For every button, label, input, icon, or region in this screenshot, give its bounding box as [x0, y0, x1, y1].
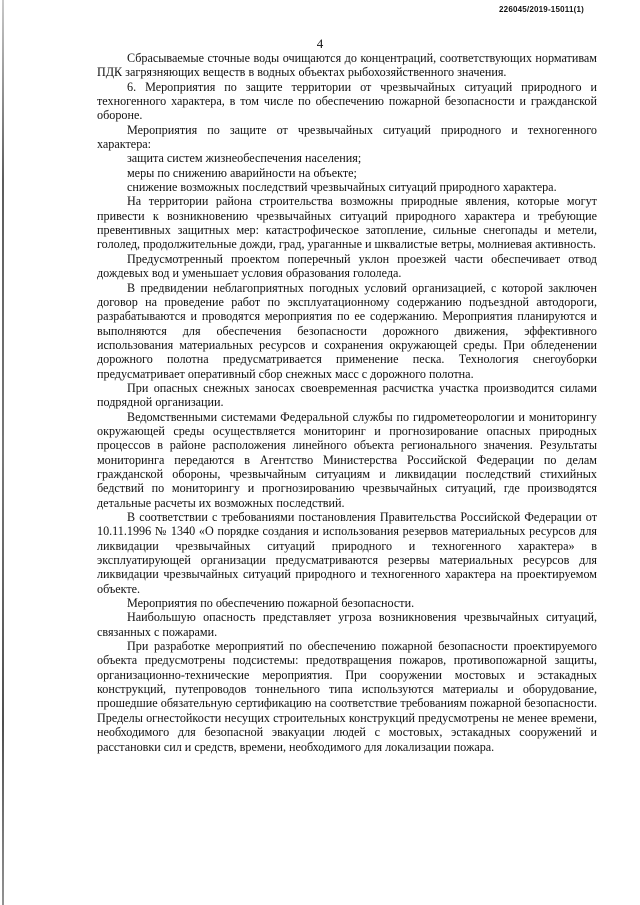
paragraph-snow-clearing: При опасных снежных заносах своевременная расчистка участка производится силами подрядной организации. — [97, 380, 597, 410]
paragraph-natural-hazards: На территории района строительства возможны природные явления, которые могут привести к возникновению чрезвычайных ситуаций природного характера и требующие превентивных защитных мер: катастрофическое затопление, сильные снегопады и метели, гололед, продолжительные дожди, град, ураганные и шквалистые ветры, молниевая активность. — [97, 194, 597, 252]
paragraph-measures-intro: Мероприятия по защите от чрезвычайных ситуаций природного и техногенного характера: — [97, 122, 597, 152]
list-item: меры по снижению аварийности на объекте; — [127, 165, 357, 180]
list-item: защита систем жизнеобеспечения населения; — [127, 151, 362, 166]
paragraph-wastewater: Сбрасываемые сточные воды очищаются до концентраций, соответствующих нормативам ПДК загрязняющих веществ в водных объектах рыбохозяйственного значения. — [97, 51, 597, 80]
section-heading-fire-safety: Мероприятия по обеспечению пожарной безопасности. — [127, 596, 415, 611]
document-body — [97, 51, 597, 754]
paragraph-road-maintenance: В предвидении неблагоприятных погодных условий организацией, с которой заключен договор на проведение работ по эксплуатационному содержанию подъездной автодороги, разрабатываются и проводятся мероприятия по ее содержанию. Мероприятия планируются и выполняются для обеспечения безопасности дорожного движения, эффективного использования материальных ресурсов и сохранения окружающей среды. При обледенении дорожного полотна предусматривается применение песка. Технология снегоуборки предусматривает оперативный сбор снежных масс с дорожного полотна. — [97, 280, 597, 381]
paragraph-fire-danger: Наибольшую опасность представляет угроза возникновения чрезвычайных ситуаций, связанных с пожарами. — [97, 610, 597, 639]
page-number: 4 — [316, 36, 324, 51]
paragraph-fire-measures: При разработке мероприятий по обеспечению пожарной безопасности проектируемого объекта предусмотрены подсистемы: предотвращения пожаров, противопожарной защиты, организационно-технические мероприятия. При сооружении мостовых и эстакадных конструкций, путепроводов тоннельного типа используются материалы и оборудование, прошедшие обязательную сертификацию на соответствие требованиям пожарной безопасности. Пределы огнестойкости несущих строительных конструкций предусмотрены не менее времени, необходимого для безопасной эвакуации людей с мостовых, эстакадных сооружений и расстановки сил и средств, времени, необходимого для локализации пожара. — [97, 639, 597, 754]
scan-edge — [2, 0, 4, 905]
document-id: 226045/2019-15011(1) — [499, 5, 584, 14]
paragraph-road-slope: Предусмотренный проектом поперечный уклон проезжей части обеспечивает отвод дождевых вод и уменьшает условия образования гололеда. — [97, 251, 597, 281]
paragraph-reserves: В соответствии с требованиями постановления Правительства Российской Федерации от 10.11.1996 № 1340 «О порядке создания и использования резервов материальных ресурсов для ликвидации чрезвычайных ситуаций природного и техногенного характера» в эксплуатирующей организации предусматриваются резервы материальных ресурсов для ликвидации чрезвычайных ситуаций природного и техногенного характера на проектируемом объекте. — [97, 510, 597, 596]
section-heading-emergency: 6. Мероприятия по защите территории от чрезвычайных ситуаций природного и техногенного характера, в том числе по обеспечению пожарной безопасности и гражданской обороне. — [97, 79, 597, 123]
list-item: снижение возможных последствий чрезвычайных ситуаций природного характера. — [127, 180, 557, 195]
paragraph-monitoring: Ведомственными системами Федеральной службы по гидрометеорологии и мониторингу окружающей среды осуществляется мониторинг и прогнозирование опасных природных процессов в районе расположения линейного объекта регионального значения. Результаты мониторинга передаются в Агентство Министерства Российской Федерации по делам гражданской обороны, чрезвычайным ситуациям и ликвидации последствий стихийных бедствий по мониторингу и прогнозированию чрезвычайных ситуаций, где производятся детальные расчеты их возможных последствий. — [97, 409, 597, 510]
